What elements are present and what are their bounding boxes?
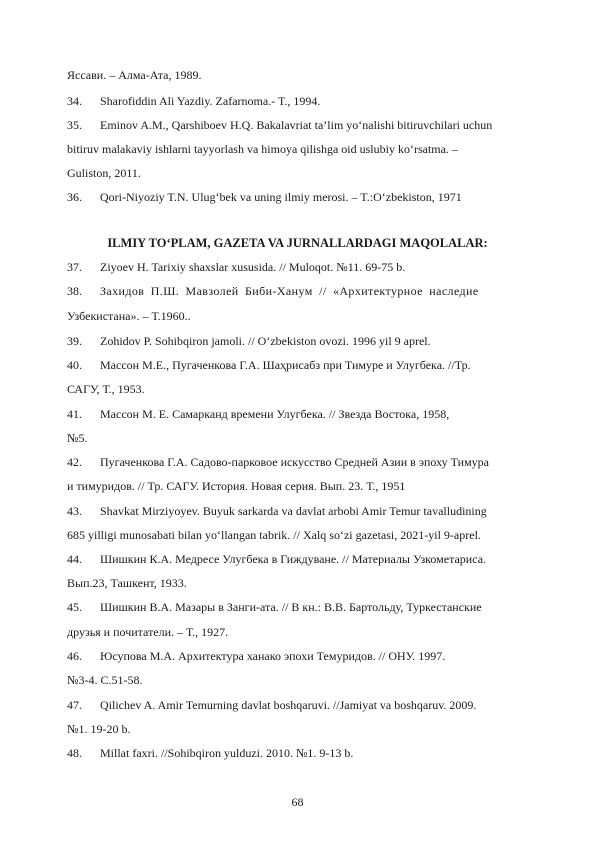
reference-text: Вып.23, Ташкент, 1933. <box>67 576 187 590</box>
reference-text: Ziyoev H. Tarixiy shaxslar xususida. // Muloqot. №11. 69-75 b. <box>100 260 406 274</box>
reference-text: №5. <box>67 431 88 445</box>
section-heading: ILMIY TO‘PLAM, GAZETA VA JURNALLARDAGI MAQOLALAR: <box>107 236 488 250</box>
reference-item-35 <box>67 118 492 132</box>
reference-text: №3-4. С.51-58. <box>67 673 143 687</box>
reference-text: Sharofiddin Ali Yazdiy. Zafarnoma.- T., 1994. <box>100 94 321 108</box>
reference-item-41 <box>67 407 449 421</box>
reference-item-43 <box>67 504 487 518</box>
reference-number: 37. <box>67 260 82 274</box>
reference-line <box>67 673 142 687</box>
reference-number: 47. <box>67 698 82 712</box>
reference-text: Guliston, 2011. <box>67 166 141 180</box>
reference-item-42 <box>67 455 489 469</box>
reference-number: 48. <box>67 746 82 760</box>
reference-number: 39. <box>67 334 82 348</box>
reference-number: 46. <box>67 649 82 663</box>
reference-number: 35. <box>67 118 82 132</box>
reference-text: Shavkat Mirziyoyev. Buyuk sarkarda va davlat arbobi Amir Temur tavalludining <box>100 504 487 518</box>
reference-line <box>67 625 228 639</box>
reference-text: 685 yilligi munosabati bilan yo‘llangan tabrik. // Xalq so‘zi gazetasi, 2021-yil 9-aprel. <box>67 528 481 542</box>
reference-number: 42. <box>67 455 82 469</box>
page-number: 68 <box>291 795 304 809</box>
reference-text: №1. 19-20 b. <box>67 722 131 736</box>
reference-line <box>67 722 130 736</box>
reference-number: 43. <box>67 504 82 518</box>
reference-number: 45. <box>67 600 82 614</box>
reference-number: 36. <box>67 190 82 204</box>
reference-item-47 <box>67 698 476 712</box>
reference-number: 40. <box>67 358 82 372</box>
reference-text: Массон М.Е., Пугаченкова Г.А. Шаҳрисабз при Тимуре и Улугбека. //Тр. <box>100 358 471 372</box>
reference-item-48 <box>67 746 353 760</box>
reference-item-39 <box>67 334 431 348</box>
reference-text: bitiruv malakaviy ishlarni tayyorlash va himoya qilishga oid uslubiy ko‘rsatma. – <box>67 142 458 156</box>
reference-text: Zohidov P. Sohibqiron jamoli. // O‘zbekiston ovozi. 1996 yil 9 aprel. <box>100 334 431 348</box>
reference-text: Юсупова М.А. Архитектура ханако эпохи Темуридов. // ОНУ. 1997. <box>100 649 446 663</box>
reference-text: Шишкин К.А. Медресе Улугбека в Гиждуване. // Материалы Узкометариса. <box>100 552 487 566</box>
reference-line <box>67 528 481 542</box>
reference-line <box>67 309 191 323</box>
reference-text: Яссави. – Алма-Ата, 1989. <box>67 68 202 82</box>
reference-text: друзья и почитатели. – Т., 1927. <box>67 625 229 639</box>
reference-number: 34. <box>67 94 82 108</box>
reference-text: Захидов П.Ш. Мавзолей Биби-Ханум // «Архитектурное наследие <box>100 284 479 298</box>
reference-item-40 <box>67 358 471 372</box>
reference-item-45 <box>67 600 482 614</box>
reference-text: Шишкин В.А. Мазары в Занги-ата. // В кн.: В.В. Бартольду, Туркестанские <box>100 600 482 614</box>
reference-text: Qori-Niyoziy T.N. Ulug‘bek va uning ilmiy merosi. – T.:O‘zbekiston, 1971 <box>100 190 462 204</box>
reference-line <box>67 142 458 156</box>
reference-text: Массон М. Е. Самарканд времени Улугбека. // Звезда Востока, 1958, <box>100 407 450 421</box>
reference-item-37 <box>67 260 405 274</box>
reference-number: 41. <box>67 407 82 421</box>
reference-number: 38. <box>67 284 82 298</box>
reference-text: Узбекистана». – Т.1960.. <box>67 309 191 323</box>
reference-line <box>67 68 202 82</box>
reference-text: Пугаченкова Г.А. Садово-парковое искусство Средней Азии в эпоху Тимура <box>100 455 490 469</box>
reference-item-36 <box>67 190 462 204</box>
reference-line <box>67 431 87 445</box>
reference-text: Millat faxri. //Sohibqiron yulduzi. 2010. №1. 9-13 b. <box>100 746 354 760</box>
reference-text: Eminov A.M., Qarshiboev H.Q. Bakalavriat ta’lim yo‘nalishi bitiruvchilari uchun <box>100 118 493 132</box>
reference-text: Qilichev A. Amir Temurning davlat boshqaruvi. //Jamiyat va boshqaruv. 2009. <box>100 698 477 712</box>
reference-item-46 <box>67 649 445 663</box>
reference-item-38 <box>67 284 479 298</box>
reference-text: САГУ, Т., 1953. <box>67 382 145 396</box>
reference-line <box>67 382 145 396</box>
reference-item-44 <box>67 552 486 566</box>
reference-number: 44. <box>67 552 82 566</box>
reference-line <box>67 166 141 180</box>
reference-item-34 <box>67 94 320 108</box>
reference-text: и тимуридов. // Тр. САГУ. История. Новая серия. Вып. 23. Т., 1951 <box>67 479 406 493</box>
reference-line <box>67 576 187 590</box>
reference-line <box>67 479 405 493</box>
